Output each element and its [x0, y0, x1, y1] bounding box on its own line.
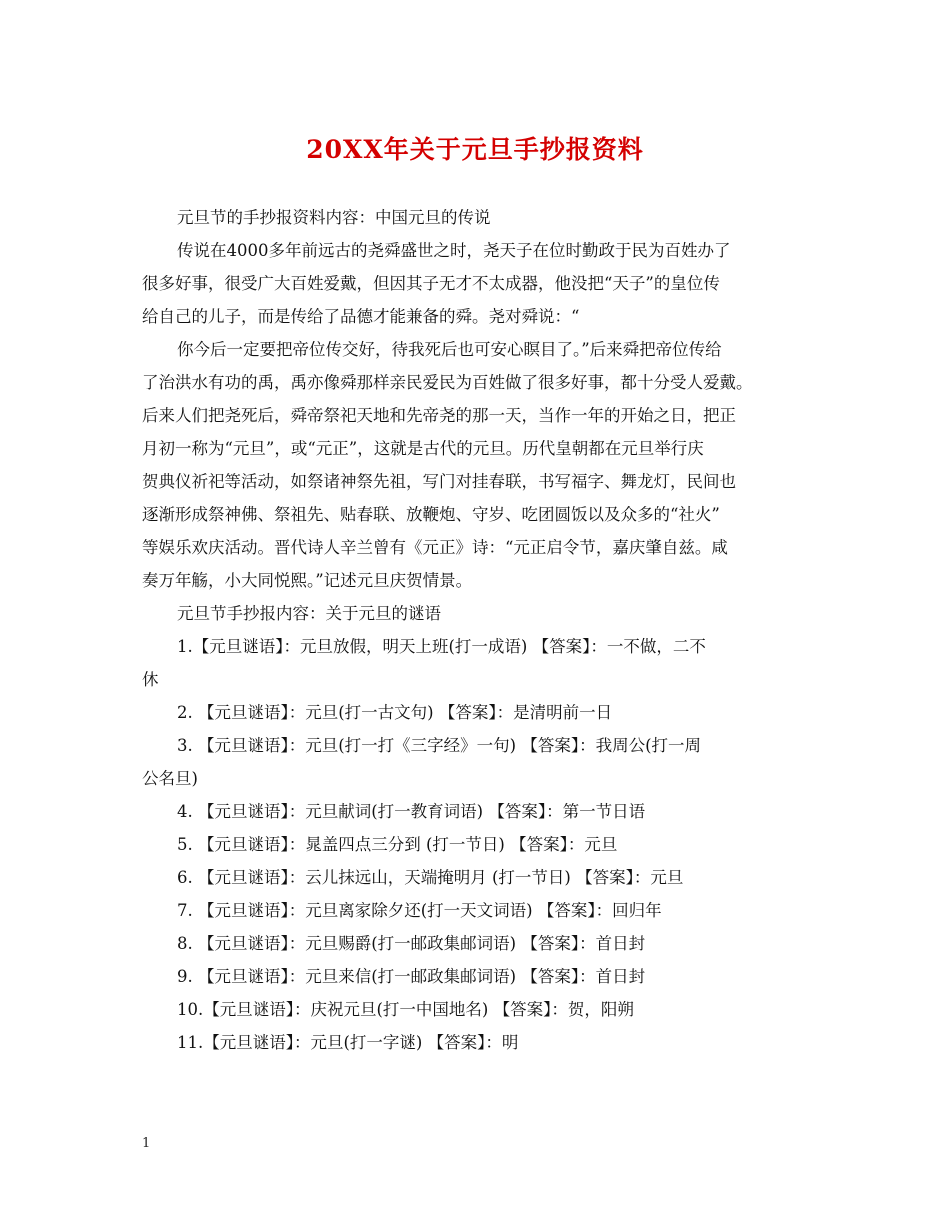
- riddle-item: 4. 【元旦谜语】：元旦献词(打一教育词语) 【答案】：第一节日语: [177, 802, 646, 821]
- paragraph-line: 等娱乐欢庆活动。晋代诗人辛兰曾有《元正》诗：“元正启令节，嘉庆肇自兹。咸: [142, 538, 728, 557]
- paragraph-line: 奏万年觞，小大同悦熙。”记述元旦庆贺情景。: [142, 571, 473, 590]
- riddle-item: 2. 【元旦谜语】：元旦(打一古文句) 【答案】：是清明前一日: [177, 703, 613, 722]
- document-title: 20XX年关于元旦手抄报资料: [306, 135, 644, 164]
- riddle-item: 9. 【元旦谜语】：元旦来信(打一邮政集邮词语) 【答案】：首日封: [177, 967, 646, 986]
- riddle-item: 11.【元旦谜语】：元旦(打一字谜) 【答案】：明: [177, 1033, 519, 1052]
- riddle-item-continuation: 公名旦): [142, 769, 198, 788]
- paragraph-line: 月初一称为“元旦”，或“元正”，这就是古代的元旦。历代皇朝都在元旦举行庆: [142, 439, 704, 458]
- document-body: [142, 201, 822, 1059]
- paragraph-line: 你今后一定要把帝位传交好，待我死后也可安心瞑目了。”后来舜把帝位传给: [177, 340, 722, 359]
- section-heading-legend: 元旦节的手抄报资料内容：中国元旦的传说: [177, 208, 491, 227]
- riddle-item: 6. 【元旦谜语】：云儿抹远山，天端掩明月 (打一节日) 【答案】：元旦: [177, 868, 684, 887]
- paragraph-line: 很多好事，很受广大百姓爱戴，但因其子无才不太成器，他没把“天子”的皇位传: [142, 274, 720, 293]
- riddle-item: 1.【元旦谜语】：元旦放假，明天上班(打一成语) 【答案】：一不做，二不: [177, 637, 706, 656]
- page-number: 1: [142, 1136, 151, 1151]
- paragraph-line: 逐渐形成祭神佛、祭祖先、贴春联、放鞭炮、守岁、吃团圆饭以及众多的“社火”: [142, 505, 720, 524]
- riddle-item: 5. 【元旦谜语】：晁盖四点三分到 (打一节日) 【答案】：元旦: [177, 835, 618, 854]
- riddle-item-continuation: 休: [142, 670, 159, 689]
- riddle-item: 3. 【元旦谜语】：元旦(打一打《三字经》一句) 【答案】：我周公(打一周: [177, 736, 702, 755]
- paragraph-line: 给自己的儿子，而是传给了品德才能兼备的舜。尧对舜说：“: [142, 307, 580, 326]
- paragraph-line: 后来人们把尧死后，舜帝祭祀天地和先帝尧的那一天，当作一年的开始之日，把正: [142, 406, 736, 425]
- section-heading-riddles: 元旦节手抄报内容：关于元旦的谜语: [177, 604, 441, 623]
- riddle-item: 10.【元旦谜语】：庆祝元旦(打一中国地名) 【答案】：贺，阳朔: [177, 1000, 634, 1019]
- riddle-item: 7. 【元旦谜语】：元旦离家除夕还(打一天文词语) 【答案】：回归年: [177, 901, 662, 920]
- paragraph-line: 了治洪水有功的禹，禹亦像舜那样亲民爱民为百姓做了很多好事，都十分受人爱戴。: [142, 373, 753, 392]
- riddle-item: 8. 【元旦谜语】：元旦赐爵(打一邮政集邮词语) 【答案】：首日封: [177, 934, 646, 953]
- paragraph-line: 传说在4000多年前远古的尧舜盛世之时，尧天子在位时勤政于民为百姓办了: [177, 241, 731, 260]
- paragraph-line: 贺典仪祈祀等活动，如祭诸神祭先祖，写门对挂春联，书写福字、舞龙灯，民间也: [142, 472, 736, 491]
